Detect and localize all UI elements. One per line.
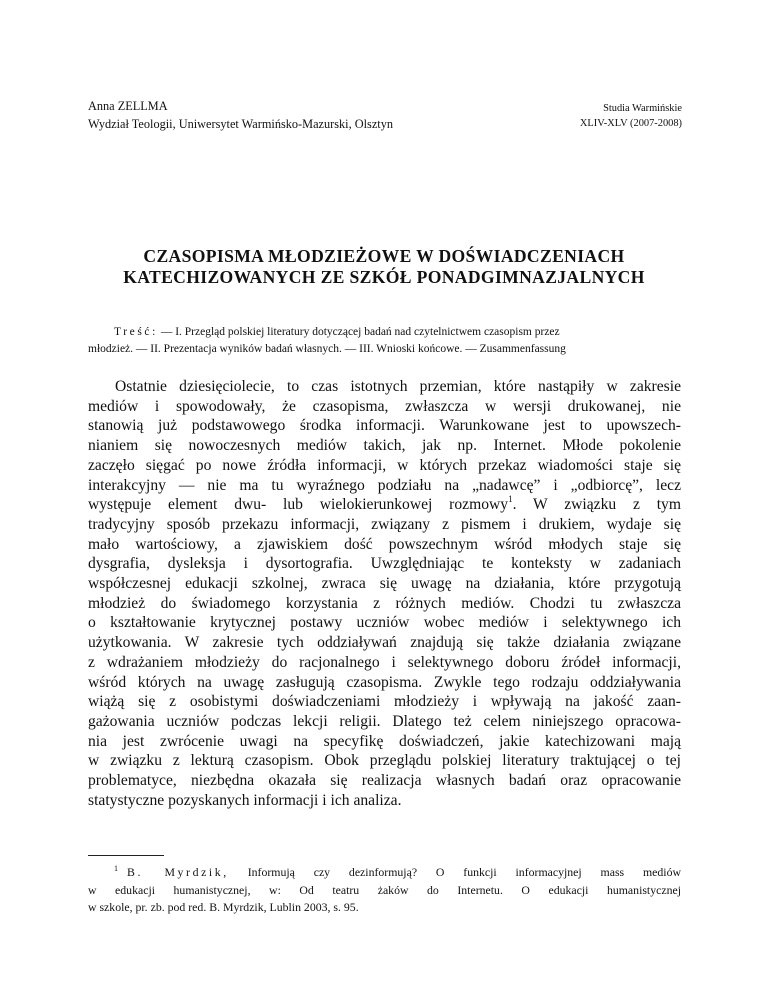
body-line: współczesnej edukacji szkolnej, zwraca się uwagę na działania, które przygotują: [88, 575, 681, 593]
body-line: nia jest zwrócenie uwagi na specyfikę doświadczeń, jakie katechizowani mają: [88, 732, 681, 750]
article-title-line-2: KATECHIZOWANYCH ZE SZKÓŁ PONADGIMNAZJALNYCH: [123, 267, 645, 287]
author-name: Anna ZELLMA: [88, 99, 168, 113]
footnote-line-2: w edukacji humanistycznej, w: Od teatru żaków do Internetu. O edukacji humanistycznej: [88, 882, 681, 897]
footnote-line-3: w szkole, pr. zb. pod red. B. Myrdzik, Lublin 2003, s. 95.: [88, 900, 359, 914]
body-line: użytkowania. W zakresie tych oddziaływań znajdują się także działania związane: [88, 634, 681, 652]
body-line: problematyce, niezbędna okazała się realizacja własnych badań oraz opracowanie: [88, 772, 681, 790]
body-line: tradycyjny sposób przekazu informacji, związany z pismem i drukiem, wydaje się: [88, 515, 681, 533]
body-line: Ostatnie dziesięciolecie, to czas istotnych przemian, które nastąpiły w zakresie: [115, 378, 681, 395]
body-line: dysgrafia, dysleksja i dysortografia. Uwzględniając te konteksty w zadaniach: [88, 555, 681, 573]
body-line: interakcyjny — nie ma tu wyraźnego podziału na „nadawcę” i „odbiorcę”, lecz: [88, 476, 681, 494]
body-line: młodzież do świadomego korzystania z różnych mediów. Chodzi tu zwłaszcza: [88, 594, 681, 612]
body-line-with-footnote: [88, 495, 681, 515]
footnote-line-1: [88, 864, 681, 882]
body-line: statystyczne pozyskanych informacji i ich analiza.: [88, 791, 402, 809]
author-block: [88, 97, 393, 133]
footnote-line-1-text: Informują czy dezinformują? O funkcji informacyjnej mass mediów: [228, 865, 681, 879]
footnote-reference[interactable]: 1: [508, 494, 513, 505]
body-line: stanowią już podstawowego środka informacji. Warunkowane jest to upowszech-: [88, 417, 681, 435]
footnote-number: 1: [114, 864, 118, 873]
footnote-divider: [88, 855, 164, 856]
article-title: [80, 246, 688, 288]
body-line: wśród których na uwagę zasługują czasopisma. Zwykle tego rodzaju oddziaływania: [88, 673, 681, 691]
body-line: zaczęło sięgać po nowe źródła informacji, w których przekaz wiadomości staje się: [88, 456, 681, 474]
body-line: nianiem się nowoczesnych mediów takich, jak np. Internet. Młode pokolenie: [88, 437, 681, 455]
body-line: mediów i spowodowały, że czasopisma, zwłaszcza w wersji drukowanej, nie: [88, 397, 681, 415]
journal-block: [580, 101, 682, 131]
body-line-text: występuje element dwu- lub wielokierunkowej rozmowy: [88, 496, 509, 514]
body-line: wiążą się z osobistymi doświadczeniami młodzieży i wpływają na jakość zaan-: [88, 693, 681, 711]
article-title-line-1: CZASOPISMA MŁODZIEŻOWE W DOŚWIADCZENIACH: [143, 246, 625, 266]
table-of-contents: [88, 324, 681, 358]
body-line: w związku z lekturą czasopism. Obok przeglądu polskiej literatury traktującej o tej: [88, 752, 681, 770]
body-line: mało wartościowy, a zjawiskiem dość powszechnym wśród młodych staje się: [88, 535, 681, 553]
body-line: gażowania uczniów podczas lekcji religii. Dlatego też celem niniejszego opracowa-: [88, 712, 681, 730]
journal-volume: XLIV-XLV (2007-2008): [579, 118, 682, 129]
body-line: z wdrażaniem młodzieży do racjonalnego i selektywnego doboru źródeł informacji,: [88, 653, 681, 671]
contents-line-1: [88, 324, 681, 341]
body-paragraph: [88, 377, 681, 810]
journal-name: Studia Warmińskie: [603, 103, 682, 114]
contents-line-2: młodzież. — II. Prezentacja wyników badań własnych. — III. Wnioski końcowe. — Zusammenfassung: [88, 343, 566, 355]
body-line: o kształtowanie krytycznej postawy uczniów wobec mediów i selektywnego ich: [88, 614, 681, 632]
author-affiliation: Wydział Teologii, Uniwersytet Warmińsko-Mazurski, Olsztyn: [88, 117, 394, 131]
contents-line-1-text: — I. Przegląd polskiej literatury dotyczącej badań nad czytelnictwem czasopism przez: [157, 326, 560, 338]
footnote-author: B. Myrdzik,: [127, 865, 229, 879]
body-line-tail: . W związku z tym: [512, 496, 681, 514]
contents-label: Treść:: [114, 326, 158, 338]
footnote: [88, 864, 681, 917]
